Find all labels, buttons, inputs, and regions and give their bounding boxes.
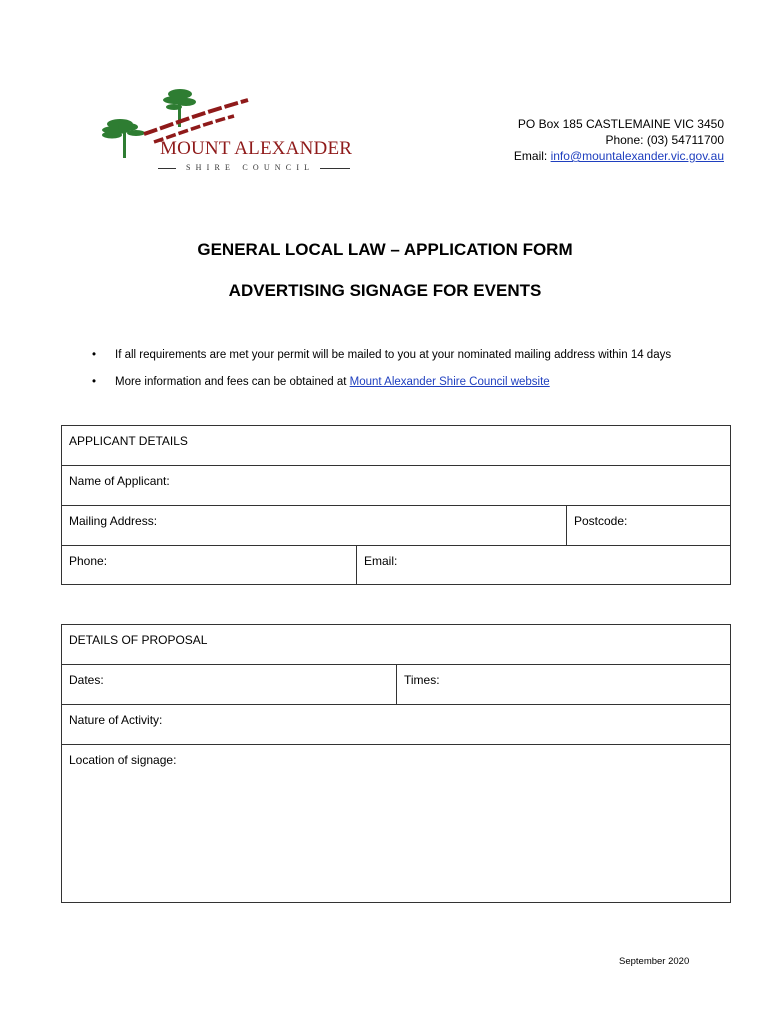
dates-times-row [62,665,730,705]
email-line [514,148,724,164]
phone-field[interactable]: Phone: [69,554,108,568]
applicant-name-row [62,466,730,506]
bullet-text-prefix: More information and fees can be obtained at [115,376,350,388]
location-of-signage-field[interactable]: Location of signage: [69,753,177,767]
mailing-address-field[interactable]: Mailing Address: [69,514,158,528]
logo-rule-right [320,168,350,169]
proposal-heading: DETAILS OF PROPOSAL [69,633,208,647]
postal-address: PO Box 185 CASTLEMAINE VIC 3450 [517,117,724,131]
nature-row [62,705,730,745]
times-field[interactable]: Times: [396,665,730,704]
logo-name: MOUNT ALEXANDER [160,138,353,159]
applicant-heading: APPLICANT DETAILS [69,434,188,448]
nature-of-activity-field[interactable]: Nature of Activity: [69,713,163,727]
proposal-details-table [61,624,731,903]
email-link[interactable]: info@mountalexander.vic.gov.au [550,149,724,163]
logo-subtitle: SHIRE COUNCIL [186,163,315,172]
dates-field[interactable]: Dates: [69,673,104,687]
bullet-dot-icon: • [92,349,97,361]
council-website-link[interactable]: Mount Alexander Shire Council website [349,376,550,388]
postcode-field[interactable]: Postcode: [566,506,730,545]
applicant-name-field[interactable]: Name of Applicant: [69,474,170,488]
bullet-text [115,376,550,388]
bullet-dot-icon: • [92,376,97,388]
phone-number: Phone: (03) 54711700 [605,133,724,147]
footer-date: September 2020 [619,956,690,967]
proposal-heading-row [62,625,730,665]
email-label: Email: [513,149,548,163]
applicant-heading-row [62,426,730,466]
location-row [62,745,730,902]
applicant-details-table [61,425,731,585]
contact-row [62,546,730,584]
mailing-address-row [62,506,730,546]
council-logo [98,86,360,182]
bullet-text: If all requirements are met your permit will be mailed to you at your nominated mailing address within 14 days [115,349,672,361]
logo-rule-left [158,168,176,169]
form-subtitle: ADVERTISING SIGNAGE FOR EVENTS [228,281,542,300]
form-title: GENERAL LOCAL LAW – APPLICATION FORM [197,240,573,259]
contact-block [514,116,724,164]
email-field[interactable]: Email: [356,546,730,584]
